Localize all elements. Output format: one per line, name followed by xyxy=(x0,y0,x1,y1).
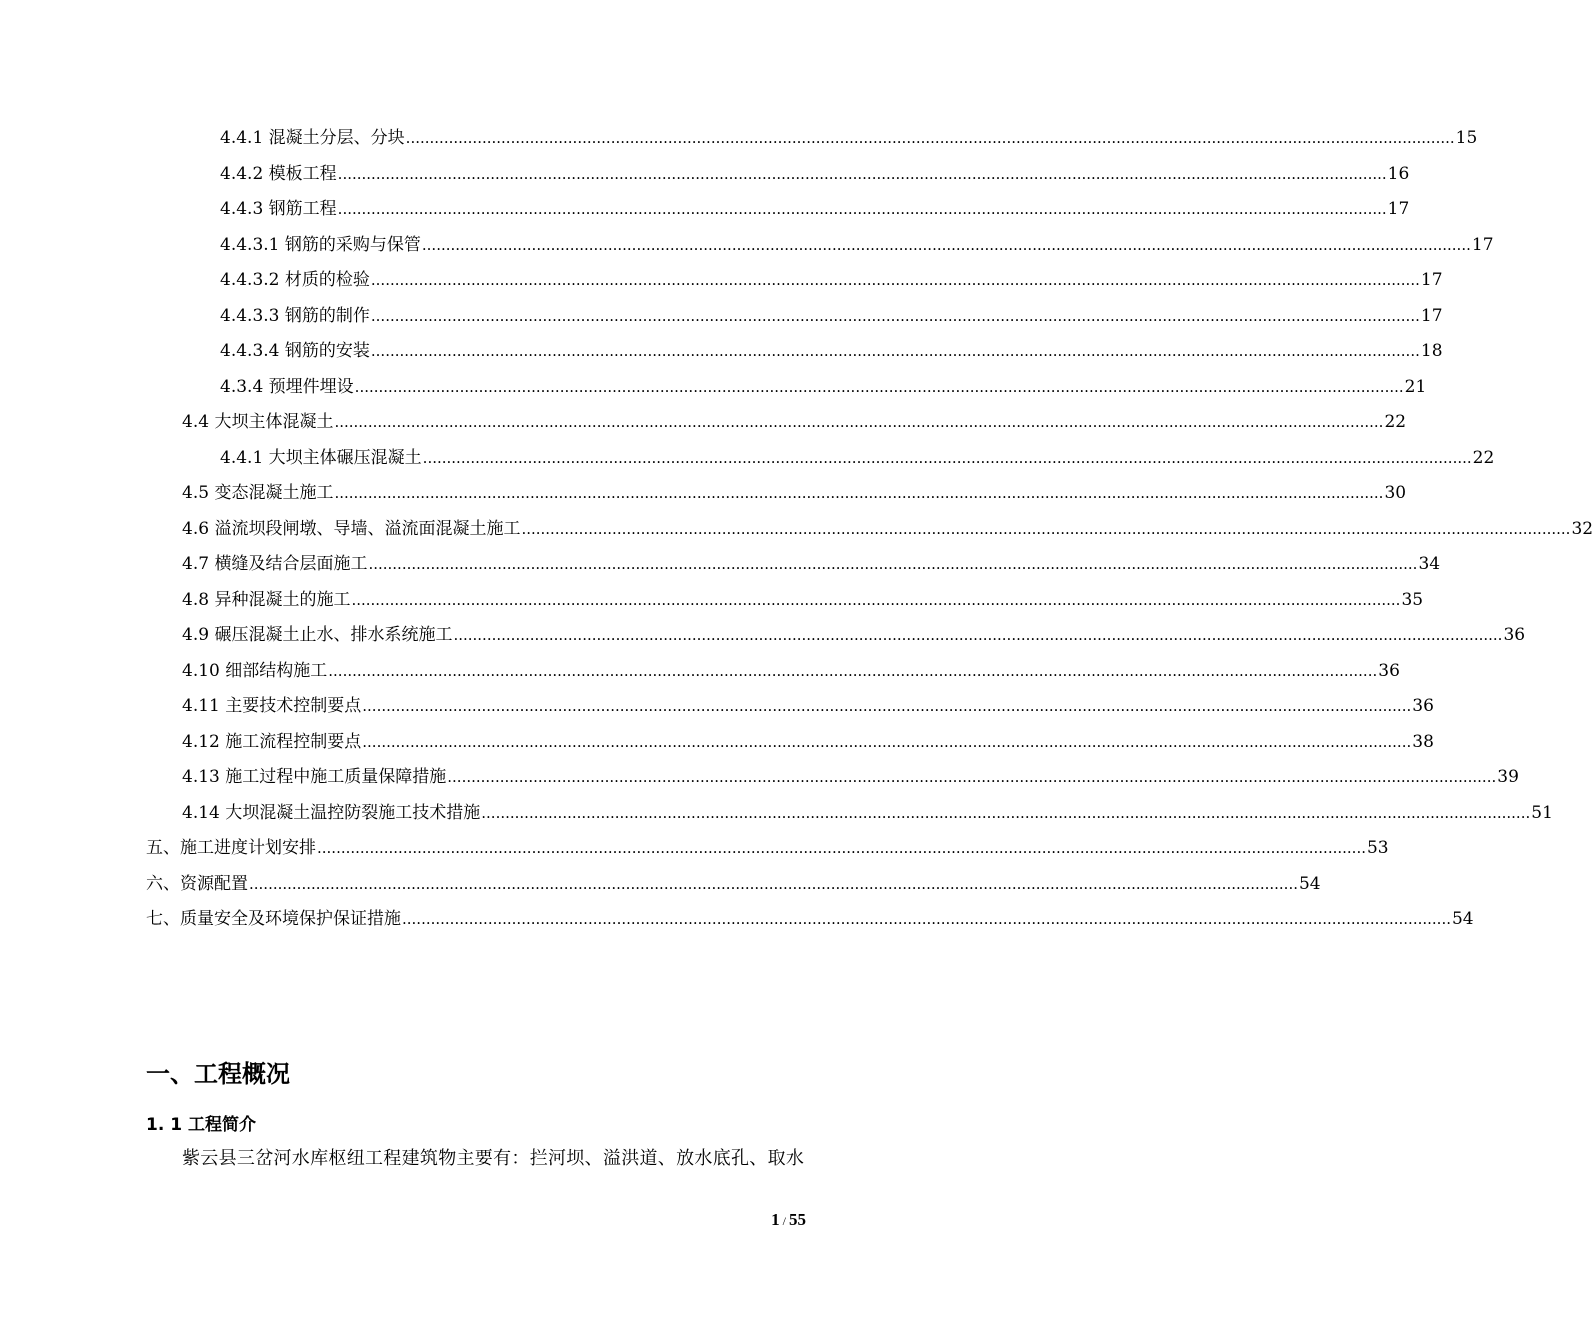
toc-entry[interactable] xyxy=(220,228,1494,264)
toc-entry-label: 六、资源配置 xyxy=(146,873,248,894)
toc-entry[interactable] xyxy=(182,796,1553,832)
toc-entry-label: 4.9 碾压混凝土止水、排水系统施工 xyxy=(182,625,453,645)
toc-leader-dots: ............................................................................................................................................................................................................................ xyxy=(334,413,1384,431)
toc-leader-dots: ............................................................................................................................................................................................................................ xyxy=(368,555,1418,573)
toc-entry-page: 36 xyxy=(1503,625,1526,645)
toc-entry-label: 4.4.3.3 钢筋的制作 xyxy=(220,305,370,326)
toc-leader-dots: ............................................................................................................................................................................................................................ xyxy=(362,697,1412,715)
toc-entry-page: 39 xyxy=(1497,767,1519,787)
toc-entry[interactable] xyxy=(220,334,1443,370)
toc-leader-dots: ............................................................................................................................................................................................................................ xyxy=(351,590,1401,609)
toc-entry-label: 4.3.4 预埋件埋设 xyxy=(220,376,354,397)
toc-entry-page: 38 xyxy=(1412,731,1434,752)
toc-entry-page: 16 xyxy=(1387,163,1410,184)
toc-entry-page: 17 xyxy=(1420,305,1443,326)
toc-leader-dots: ............................................................................................................................................................................................................................ xyxy=(481,803,1531,822)
toc-entry[interactable] xyxy=(220,370,1427,406)
toc-entry[interactable] xyxy=(182,760,1519,796)
toc-entry-page: 22 xyxy=(1384,412,1407,432)
toc-entry-label: 4.4.1 混凝土分层、分块 xyxy=(220,128,405,148)
toc-entry[interactable] xyxy=(182,725,1434,761)
toc-entry[interactable] xyxy=(220,299,1443,335)
page-number xyxy=(771,1208,806,1233)
toc-entry-label: 4.10 细部结构施工 xyxy=(182,660,328,681)
toc-entry-label: 4.4 大坝主体混凝土 xyxy=(182,412,334,432)
toc-entry[interactable] xyxy=(220,192,1410,228)
toc-leader-dots: ............................................................................................................................................................................................................................ xyxy=(453,626,1503,644)
toc-entry-label: 五、施工进度计划安排 xyxy=(146,838,316,858)
toc-entry-page: 34 xyxy=(1418,554,1441,574)
toc-leader-dots: ............................................................................................................................................................................................................................ xyxy=(249,874,1298,893)
total-pages: 55 xyxy=(789,1210,806,1229)
toc-entry[interactable] xyxy=(146,867,1321,903)
toc-leader-dots: ............................................................................................................................................................................................................................ xyxy=(328,661,1378,680)
toc-leader-dots: ............................................................................................................................................................................................................................ xyxy=(337,200,1387,218)
toc-entry-page: 17 xyxy=(1471,234,1494,255)
body-paragraph: 紫云县三岔河水库枢纽工程建筑物主要有：拦河坝、溢洪道、放水底孔、取水 xyxy=(182,1148,805,1169)
toc-leader-dots: ............................................................................................................................................................................................................................ xyxy=(334,484,1384,502)
toc-entry-page: 22 xyxy=(1472,447,1495,468)
toc-entry-label: 4.11 主要技术控制要点 xyxy=(182,696,362,716)
toc-entry-label: 4.4.3 钢筋工程 xyxy=(220,199,337,219)
toc-entry-label: 4.4.3.2 材质的检验 xyxy=(220,270,370,290)
toc-entry[interactable] xyxy=(182,689,1434,725)
toc-entry-label: 4.4.2 模板工程 xyxy=(220,163,337,184)
toc-leader-dots: ............................................................................................................................................................................................................................ xyxy=(447,768,1497,786)
toc-entry-page: 17 xyxy=(1420,270,1443,290)
toc-leader-dots: ............................................................................................................................................................................................................................ xyxy=(354,377,1404,396)
toc-entry-page: 18 xyxy=(1420,341,1443,361)
toc-entry[interactable] xyxy=(220,157,1410,193)
toc-entry-page: 35 xyxy=(1401,589,1424,610)
toc-entry[interactable] xyxy=(220,441,1495,477)
toc-leader-dots: ............................................................................................................................................................................................................................ xyxy=(362,732,1412,751)
toc-entry[interactable] xyxy=(182,476,1407,512)
toc-entry-page: 51 xyxy=(1531,802,1553,823)
toc-entry[interactable] xyxy=(182,512,1593,548)
toc-entry-page: 53 xyxy=(1366,838,1389,858)
toc-entry-page: 36 xyxy=(1412,696,1434,716)
toc-leader-dots: ............................................................................................................................................................................................................................ xyxy=(317,839,1366,857)
toc-leader-dots: ............................................................................................................................................................................................................................ xyxy=(337,164,1387,183)
toc-entry-page: 32 xyxy=(1571,518,1593,539)
toc-entry-page: 21 xyxy=(1404,376,1427,397)
toc-entry-label: 4.6 溢流坝段闸墩、导墙、溢流面混凝土施工 xyxy=(182,518,521,539)
toc-leader-dots: ............................................................................................................................................................................................................................ xyxy=(405,129,1455,147)
toc-leader-dots: ............................................................................................................................................................................................................................ xyxy=(370,306,1420,325)
toc-entry-page: 30 xyxy=(1384,483,1407,503)
toc-entry[interactable] xyxy=(220,121,1478,157)
toc-entry[interactable] xyxy=(146,831,1389,867)
section-heading: 一、工程概况 xyxy=(146,1060,290,1088)
toc-entry[interactable] xyxy=(182,654,1400,690)
toc-entry[interactable] xyxy=(182,405,1407,441)
toc-entry[interactable] xyxy=(182,547,1441,583)
toc-leader-dots: ............................................................................................................................................................................................................................ xyxy=(521,519,1571,538)
toc-entry[interactable] xyxy=(220,263,1443,299)
toc-entry-label: 4.4.1 大坝主体碾压混凝土 xyxy=(220,447,422,468)
toc-entry-label: 4.14 大坝混凝土温控防裂施工技术措施 xyxy=(182,802,481,823)
toc-entry[interactable] xyxy=(182,618,1526,654)
toc-leader-dots: ............................................................................................................................................................................................................................ xyxy=(402,910,1451,928)
toc-entry-page: 17 xyxy=(1387,199,1410,219)
toc-entry-label: 4.5 变态混凝土施工 xyxy=(182,483,334,503)
toc-entry-page: 54 xyxy=(1298,873,1321,894)
toc-entry-label: 七、质量安全及环境保护保证措施 xyxy=(146,909,401,929)
toc-leader-dots: ............................................................................................................................................................................................................................ xyxy=(370,271,1420,289)
toc-entry-page: 36 xyxy=(1378,660,1400,681)
toc-entry-label: 4.13 施工过程中施工质量保障措施 xyxy=(182,767,447,787)
subsection-heading: 1. 1 工程简介 xyxy=(146,1115,256,1135)
toc-entry-label: 4.4.3.1 钢筋的采购与保管 xyxy=(220,234,421,255)
page-separator: / xyxy=(782,1214,786,1228)
toc-entry-page: 54 xyxy=(1451,909,1474,929)
toc-leader-dots: ............................................................................................................................................................................................................................ xyxy=(422,448,1472,467)
toc-entry-page: 15 xyxy=(1455,128,1478,148)
toc-entry-label: 4.8 异种混凝土的施工 xyxy=(182,589,351,610)
current-page: 1 xyxy=(771,1210,780,1229)
toc-leader-dots: ............................................................................................................................................................................................................................ xyxy=(421,235,1471,254)
toc-entry-label: 4.12 施工流程控制要点 xyxy=(182,731,362,752)
toc-leader-dots: ............................................................................................................................................................................................................................ xyxy=(370,342,1420,360)
toc-entry[interactable] xyxy=(182,583,1424,619)
toc-entry[interactable] xyxy=(146,902,1474,938)
toc-entry-label: 4.7 横缝及结合层面施工 xyxy=(182,554,368,574)
toc-entry-label: 4.4.3.4 钢筋的安装 xyxy=(220,341,370,361)
